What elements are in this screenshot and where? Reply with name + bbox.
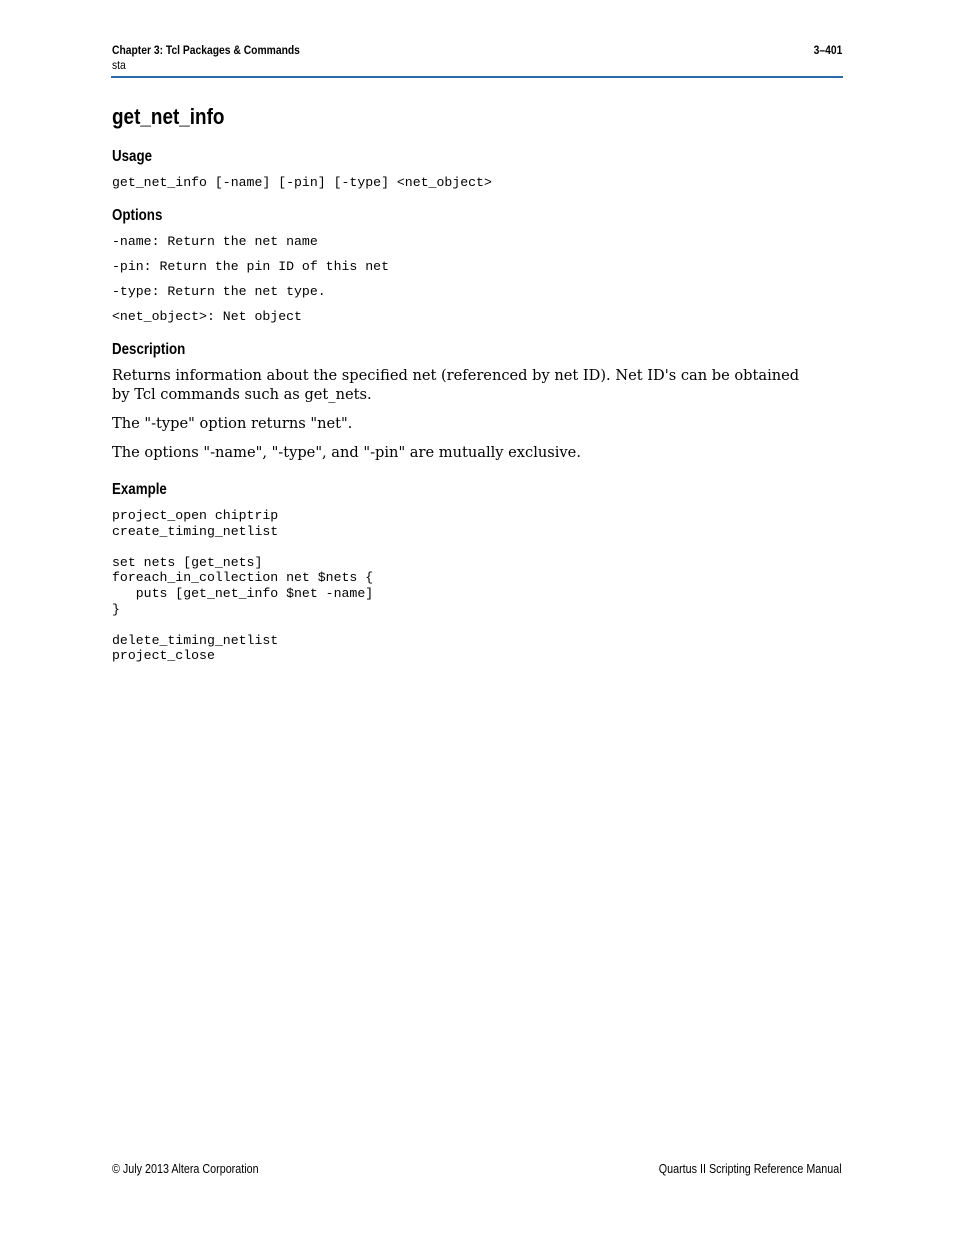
usage-syntax: get_net_info [-name] [-pin] [-type] <net_object>	[112, 175, 492, 190]
usage-heading: Usage	[112, 148, 153, 165]
example-heading: Example	[112, 481, 167, 498]
option-item-name: -name: Return the net name	[112, 234, 318, 249]
option-item-type: -type: Return the net type.	[112, 284, 326, 299]
option-item-net-object: <net_object>: Net object	[112, 309, 302, 324]
option-item-pin: -pin: Return the pin ID of this net	[112, 259, 389, 274]
options-heading: Options	[112, 207, 163, 224]
header-page-number: 3–401	[813, 43, 842, 57]
header-chapter-title: Chapter 3: Tcl Packages & Commands	[112, 43, 300, 57]
header-section-name: sta	[112, 58, 126, 72]
example-code-block: project_open chiptrip create_timing_netlist set nets [get_nets] foreach_in_collection net $nets { puts [get_net_info $net -name] } delete_timing_netlist project_close	[112, 508, 374, 664]
description-paragraph: The options "-name", "-type", and "-pin" are mutually exclusive.	[112, 444, 581, 461]
description-paragraph: Returns information about the specified net (referenced by net ID). Net ID's can be obtained by Tcl commands such as get_nets.	[112, 367, 800, 403]
page-title: get_net_info	[112, 104, 225, 129]
footer-manual-title: Quartus II Scripting Reference Manual	[659, 1162, 842, 1176]
header-divider	[111, 76, 843, 78]
description-heading: Description	[112, 341, 186, 358]
description-paragraph: The "-type" option returns "net".	[112, 415, 353, 432]
footer-copyright: © July 2013 Altera Corporation	[112, 1162, 259, 1176]
